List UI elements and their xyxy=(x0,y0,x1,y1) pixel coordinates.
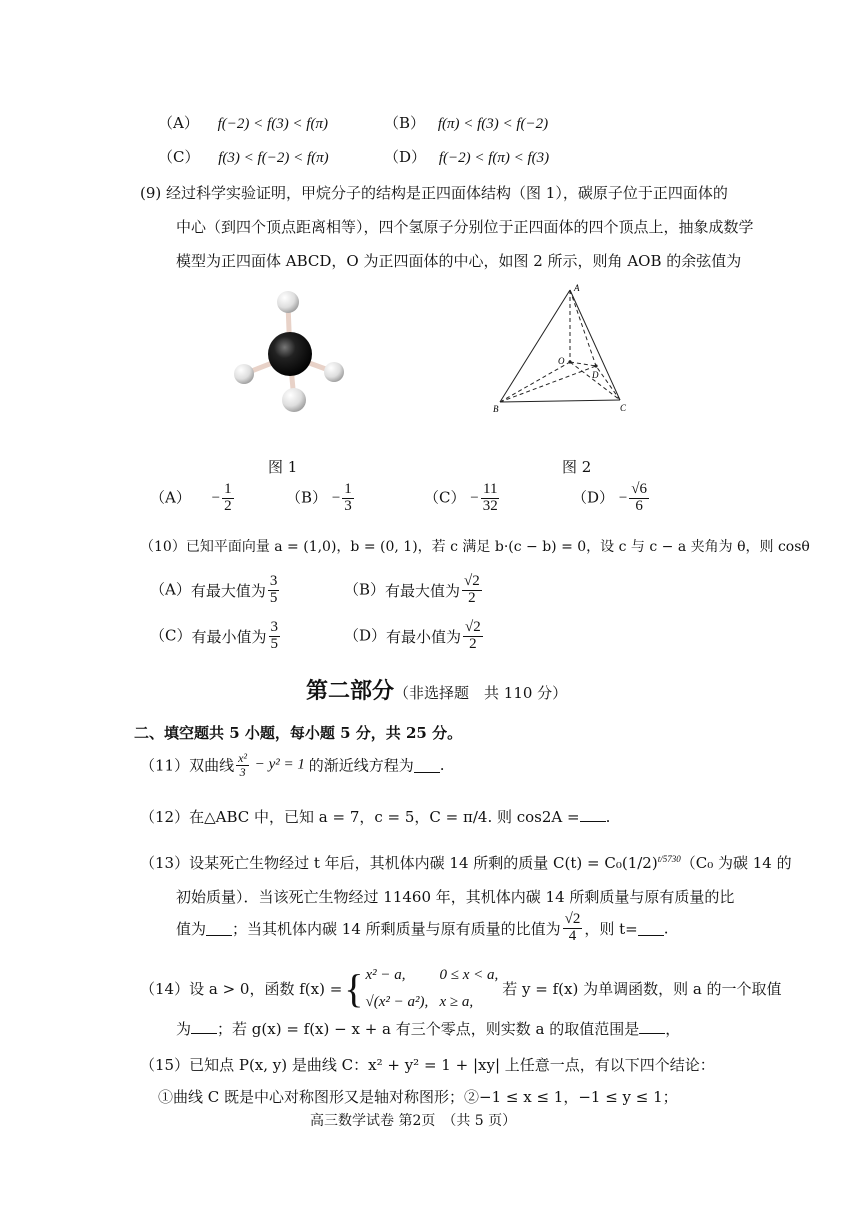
option-sign: − xyxy=(618,489,628,506)
q15-line2: ①曲线 C 既是中心对称图形又是轴对称图形；②−1 ≤ x ≤ 1，−1 ≤ y ≤ 1； xyxy=(158,1088,678,1106)
fraction-denominator: 32 xyxy=(482,497,498,514)
vertex-label-a: A xyxy=(574,283,580,293)
q13-text: （C₀ 为碳 14 的 xyxy=(680,854,792,872)
q9-option-c xyxy=(424,482,502,515)
fraction-denominator: 5 xyxy=(269,589,278,606)
answer-blank[interactable] xyxy=(580,807,606,822)
option-sign: − xyxy=(211,489,221,506)
part-title: 第二部分 xyxy=(306,678,395,704)
option-expression: f(3) < f(−2) < f(π) xyxy=(218,150,329,166)
part-subtitle: （非选择题 共 110 分） xyxy=(394,684,568,702)
fraction-numerator: 1 xyxy=(344,481,352,497)
q9-stem-line3: 模型为正四面体 ABCD，O 为正四面体的中心，如图 2 所示，则角 AOB 的余弦值为 xyxy=(176,252,742,270)
q11-suffix: 的渐近线方程为 xyxy=(308,756,414,775)
option-text: 有最小值为 xyxy=(386,627,462,646)
vertex-label-d: D xyxy=(592,370,599,380)
tetrahedron-figure xyxy=(488,282,638,416)
q9-option-b xyxy=(286,482,356,515)
option-sign: − xyxy=(470,489,479,506)
q14-text: 若 y = f(x) 为单调函数，则 a 的一个取值 xyxy=(502,980,782,998)
carbon-atom xyxy=(268,332,312,376)
part-2-heading xyxy=(306,674,567,705)
hydrogen-atom xyxy=(282,388,306,412)
option-label: （D） xyxy=(384,148,427,166)
fraction-denominator: 2 xyxy=(469,635,477,652)
option-sign: − xyxy=(331,489,341,506)
q11-end: . xyxy=(439,756,445,775)
fraction-numerator: 3 xyxy=(270,619,278,635)
vertex-label-c: C xyxy=(620,403,627,413)
page-footer: 高三数学试卷 第2页 （共 5 页） xyxy=(310,1113,517,1129)
fraction-denominator: 4 xyxy=(568,927,577,944)
piecewise-case-1: x² − a, 0 ≤ x < a, xyxy=(365,967,499,983)
fraction-denominator: 2 xyxy=(224,497,232,514)
option-expression: f(−2) < f(π) < f(3) xyxy=(438,150,550,166)
option-label: （B） xyxy=(286,488,328,507)
fraction-denominator: 2 xyxy=(468,589,476,606)
option-text: 有最大值为 xyxy=(190,581,266,600)
option-label: （C） xyxy=(150,626,192,645)
q10-stem: （10）已知平面向量 a = (1,0)，b = (0, 1)，若 c 满足 b·(c − b) = 0，设 c 与 c − a 夹角为 θ，则 cosθ xyxy=(140,539,810,555)
q9-stem-line2: 中心（到四个顶点距离相等），四个氢原子分别位于正四面体的四个顶点上，抽象成数学 xyxy=(176,218,754,236)
option-label: （B） xyxy=(384,114,426,132)
option-label: （C） xyxy=(158,148,200,166)
methane-molecule-figure xyxy=(230,286,350,416)
fraction-numerator: √2 xyxy=(564,911,581,927)
option-label: （D） xyxy=(344,626,387,645)
answer-blank[interactable] xyxy=(191,1019,217,1034)
q13-text: ；当其机体内碳 14 所剩质量与原有质量的比值为 xyxy=(232,919,561,938)
q11: （11）双曲线 $\frac{\text{x²}}{3}$ − y² = 1 的渐近线方程为 . xyxy=(140,751,445,779)
option-expression: f(−2) < f(3) < f(π) xyxy=(217,116,328,132)
fraction-denominator: 3 xyxy=(344,497,352,514)
figure-1-caption: 图 1 xyxy=(268,458,298,476)
answer-blank[interactable] xyxy=(206,921,232,936)
fraction-numerator: √6 xyxy=(631,481,648,497)
option-label: （A） xyxy=(158,114,199,132)
q14-text: ；若 g(x) = f(x) − x + a 有三个零点，则实数 a 的取值范围是 xyxy=(217,1020,640,1038)
piecewise-cases xyxy=(365,962,498,1015)
q8-option-a xyxy=(158,112,328,133)
piecewise-case-2: √(x² − a²), x ≥ a, xyxy=(365,993,474,1010)
q13-text: （13）设某死亡生物经过 t 年后，其机体内碳 14 所剩的质量 C(t) = C₀(1/2) xyxy=(140,854,658,872)
q13-text: ，则 t= xyxy=(584,919,638,938)
q14-text: 为 xyxy=(176,1020,192,1038)
fraction-numerator: 11 xyxy=(483,481,498,497)
option-expression: f(π) < f(3) < f(−2) xyxy=(437,116,549,132)
q9-option-d xyxy=(572,482,651,515)
q9-option-a xyxy=(150,482,236,515)
q8-option-c xyxy=(158,146,329,167)
q12 xyxy=(140,806,610,827)
option-label: （D） xyxy=(572,488,615,507)
fraction-numerator: √2 xyxy=(464,573,480,589)
figure-2-caption: 图 2 xyxy=(562,458,592,476)
q13-exponent: t/5730 xyxy=(657,854,681,864)
option-label: （A） xyxy=(150,488,191,507)
answer-blank[interactable] xyxy=(638,921,664,936)
q10-option-a xyxy=(150,574,281,607)
q14-text: （14）设 a > 0，函数 f(x) = xyxy=(140,980,343,998)
fraction-numerator: √2 xyxy=(465,619,481,635)
q9-stem-line1: (9) 经过科学实验证明，甲烷分子的结构是正四面体结构（图 1），碳原子位于正四面体的 xyxy=(140,184,728,202)
q10-option-d xyxy=(344,620,485,653)
q14-line2 xyxy=(176,1018,680,1039)
q13-line3 xyxy=(176,912,669,945)
fraction-numerator: 3 xyxy=(269,573,278,589)
center-label-o: O xyxy=(558,356,565,366)
q10-option-c xyxy=(150,620,282,653)
q10-option-b xyxy=(344,574,484,607)
q13-line1 xyxy=(140,852,792,873)
q13-text: 值为 xyxy=(176,919,207,938)
q8-option-d xyxy=(384,146,549,167)
q12-text: （12）在△ABC 中，已知 a = 7，c = 5，C = π/4. 则 cos2A = xyxy=(140,808,580,826)
option-label: （B） xyxy=(344,580,386,599)
option-text: 有最大值为 xyxy=(385,581,461,600)
hydrogen-atom xyxy=(324,362,344,382)
q14-text: ， xyxy=(665,1020,681,1038)
q12-end: . xyxy=(605,808,611,826)
answer-blank[interactable] xyxy=(414,758,440,773)
q11-prefix: （11）双曲线 xyxy=(140,756,235,775)
hydrogen-atom xyxy=(277,291,299,313)
answer-blank[interactable] xyxy=(639,1019,665,1034)
fraction-denominator: 5 xyxy=(270,635,278,652)
q8-option-b xyxy=(384,112,548,133)
option-label: （C） xyxy=(424,488,466,507)
vertex-label-b: B xyxy=(493,404,499,414)
q15-line1: （15）已知点 P(x, y) 是曲线 C：x² + y² = 1 + |xy| 上任意一点，有以下四个结论： xyxy=(140,1056,715,1074)
q13-line2: 初始质量）．当该死亡生物经过 11460 年，其机体内碳 14 所剩质量与原有质量的比 xyxy=(176,888,735,906)
hydrogen-atom xyxy=(234,364,254,384)
option-label: （A） xyxy=(150,580,191,599)
option-text: 有最小值为 xyxy=(191,627,267,646)
piecewise-brace: { xyxy=(344,965,364,1011)
fraction-numerator: 1 xyxy=(224,481,232,497)
section-heading: 二、填空题共 5 小题，每小题 5 分，共 25 分。 xyxy=(134,724,463,742)
fraction-denominator: 6 xyxy=(635,497,643,514)
q14-line1 xyxy=(140,962,782,1015)
q13-end: . xyxy=(663,919,669,938)
